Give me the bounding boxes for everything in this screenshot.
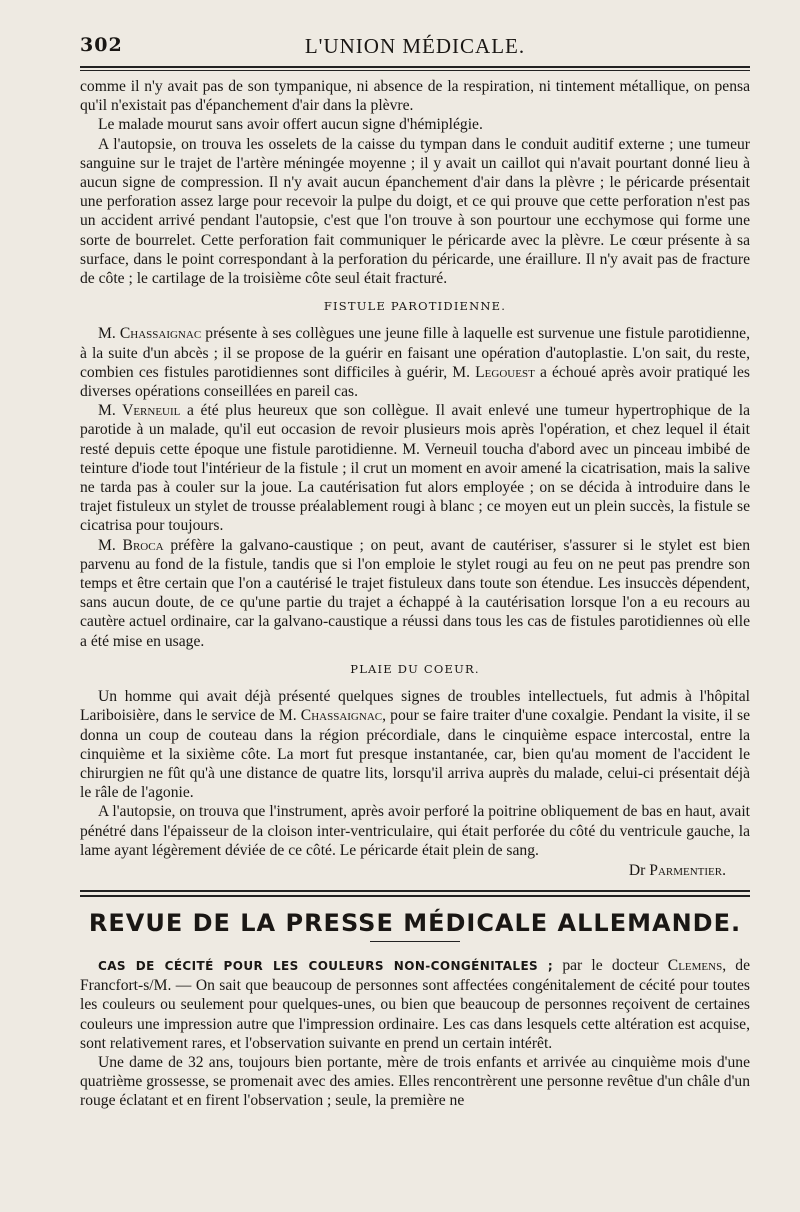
author-signature	[80, 862, 750, 880]
plaie-paragraph-2: A l'autopsie, on trouva que l'instrument, après avoir perforé la poitrine obliquement de bas en haut, avait pénétré dans l'épaisseur de la cloison inter-ventriculaire, qui était perforée du côté du ventricule gauche, la lame ayant légèrement déviée de ce côté. Le péricarde était plein de sang.	[80, 803, 750, 859]
revue-heading: REVUE DE LA PRESSE MÉDICALE ALLEMANDE.	[88, 908, 742, 937]
person-name: Clemens	[667, 956, 723, 974]
heading-underline	[370, 941, 460, 942]
section-separator	[80, 890, 750, 897]
case1-paragraph-2: Le malade mourut sans avoir offert aucun signe d'hémiplégie.	[98, 116, 483, 134]
revue-p1-text-a: par le docteur	[562, 956, 659, 974]
fistule-p1-text-a: présente à ses collègues une jeune fille à laquelle est survenue une fistule parotidienne, à la suite d'un abcès ; il se propose de la guérir en faisant une opération d'autoplastie. L'on sait, du reste, combien ces fistules parotidiennes sont difficiles à guérir, M.	[80, 325, 750, 381]
signature-name: Parmentier.	[649, 861, 726, 879]
section-heading-fistule: FISTULE PAROTIDIENNE.	[323, 299, 507, 314]
fistule-paragraph-2	[80, 401, 750, 535]
header-rule	[80, 66, 750, 71]
plaie-p1-text-b: , pour se faire traiter d'une coxalgie. Pendant la visite, il se donna un coup de couteau dans la région précordiale, dans le cinquième espace intercostal, entre la cinquième et la sixième côte. La mort fut presque instantanée, car, bien qu'au moment de l'accident le chirurgien ne fût qu'à une distance de quatre lits, lorsqu'il arriva auprès du malade, celui-ci présentait déjà le râle de l'agonie.	[80, 707, 751, 802]
person-name: M. Broca	[98, 536, 164, 554]
signature-prefix: Dr	[628, 861, 646, 879]
revue-p1-text-b: , de Francfort-s/M. — On sait que beaucoup de personnes sont affectées congénitalement de cécité pour toutes les couleurs ou seulement pour quelques-unes, ou bien que beaucoup de personnes reçoivent de certaines couleurs une impression autre que l'impression ordinaire. Les cas dans lesquels cette altération est acquise, sont relativement rares, et l'observation suivante en prend un certain intérêt.	[80, 956, 750, 1052]
person-name: M. Verneuil	[98, 402, 181, 420]
section-heading-plaie: PLAIE DU COEUR.	[350, 661, 480, 676]
revue-paragraph-1	[80, 956, 750, 1053]
person-name: M. Chassaignac	[98, 325, 202, 343]
plaie-p1-text-a: Un homme qui avait déjà présenté quelques signes de troubles intellectuels, fut admis à l'hôpital Lariboisière, dans le service de	[80, 688, 750, 725]
running-head	[80, 28, 750, 62]
fistule-paragraph-3	[80, 536, 750, 651]
fistule-p2-text: a été plus heureux que son collègue. Il avait enlevé une tumeur hypertrophique de la parotide à un malade, qu'il eut occasion de revoir plusieurs mois après l'opération, et chez lequel il était resté depuis cette époque une fistule parotidienne. M. Verneuil toucha d'abord avec un pinceau imbibé de teinture d'iode tout l'intérieur de la fistule ; il crut un moment en avoir amené la cicatrisation, mais la salive ne tarda pas à couler sur la joue. La cautérisation fut alors employée ; on se décida à introduire dans le trajet fistuleux un stylet de trousse préalablement rougi à blanc ; ce moyen eut un plein succès, la fistule se cicatrisa pour toujours.	[80, 402, 751, 535]
case1-paragraph-3: A l'autopsie, on trouva les osselets de la caisse du tympan dans le conduit auditif externe ; une tumeur sanguine sur le trajet de l'artère méningée moyenne ; il y avait un caillot qui n'avait pourtant donné lieu à aucun signe de compression. Il n'y avait aucun épanchement d'air dans la plèvre ; le péricarde présentait une perforation assez large pour recevoir la pulpe du doigt, et ce qui prouve que cette perforation n'est pas un accident arrivé pendant l'autopsie, c'est que l'on trouve à son pourtour une ecchymose qui forme une sorte de bourrelet. Cette perforation fait communiquer le péricarde avec la plèvre. Le cœur présente à sa surface, dans le point correspondant à la perforation du péricarde, une éraillure. Il n'y avait pas de fracture de côte ; le cartilage de la troisième côte seul était fracturé.	[80, 135, 750, 288]
journal-title: L'UNION MÉDICALE.	[304, 34, 526, 58]
revue-body	[80, 956, 750, 1111]
person-name: Legouest	[475, 363, 535, 381]
fistule-p3-text: préfère la galvano-caustique ; on peut, avant de cautériser, s'assurer si le stylet est bien parvenu au fond de la fistule, tandis que si l'on emploie le stylet rougi au feu on ne peut pas prendre son temps et être certain que l'on a cautérisé le trajet fistuleux dans toute son étendue. Les insuccès dépendent, sans aucun doute, de ce qu'une partie du trajet a échappé à la cautérisation lorsque l'on a eu recours au cautère actuel ordinaire, car la galvano-caustique a réussi dans tous les cas de fistules parotidiennes où elle a été mise en usage.	[80, 536, 750, 650]
lead-title: CAS DE CÉCITÉ POUR LES COULEURS NON-CONGÉNITALES ;	[98, 958, 554, 973]
page-number: 302	[80, 34, 123, 56]
person-name: M. Chassaignac	[278, 707, 383, 725]
fistule-paragraph-1	[80, 324, 750, 401]
plaie-paragraph-1	[80, 687, 750, 802]
fistule-p1-text-b: a échoué après avoir pratiqué les diverses opérations conseillées en pareil cas.	[80, 363, 751, 401]
article-body	[80, 77, 750, 860]
case1-paragraph-1: comme il n'y avait pas de son tympanique, ni absence de la respiration, ni tintement métallique, on pensa qu'il n'existait pas d'épanchement d'air dans la plèvre.	[80, 78, 750, 115]
revue-paragraph-2: Une dame de 32 ans, toujours bien portante, mère de trois enfants et arrivée au cinquième mois d'une quatrième grossesse, se promenait avec des amies. Elles rencontrèrent une personne revêtue d'un châle d'un rouge éclatant et en firent l'observation ; seule, la première ne	[80, 1053, 750, 1110]
